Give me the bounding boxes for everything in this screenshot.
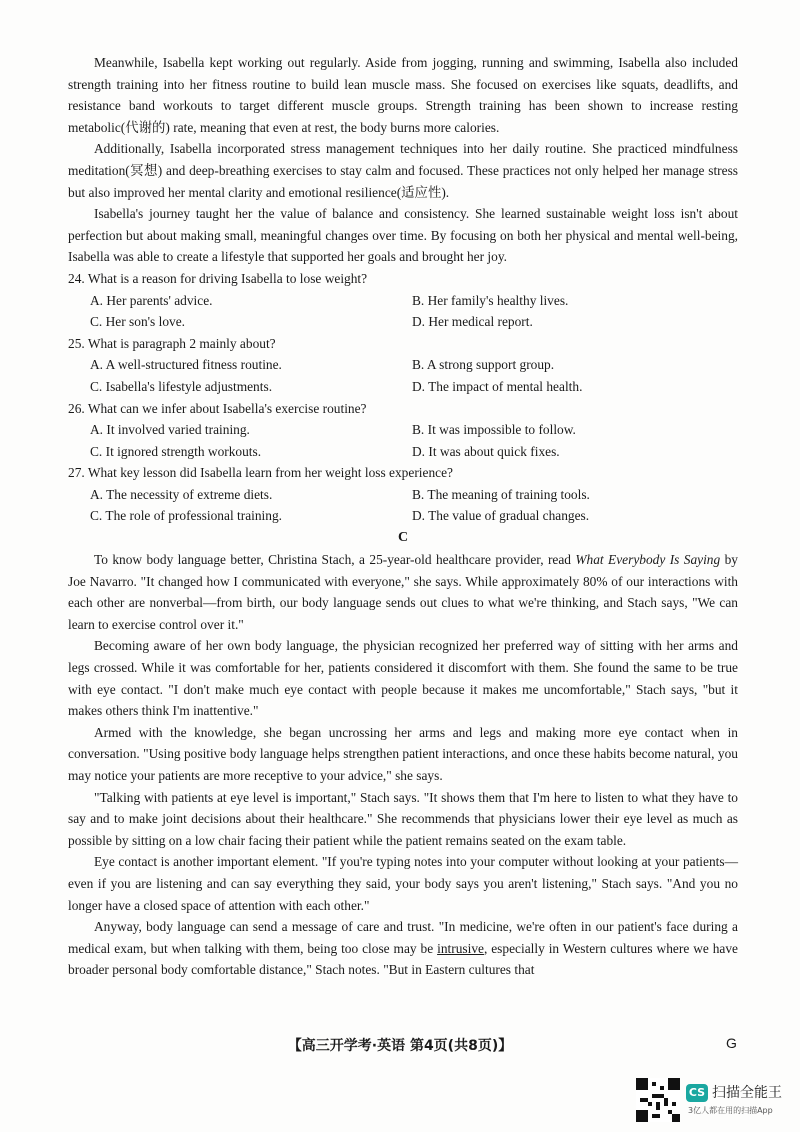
paragraph: Armed with the knowledge, she began uncrossing her arms and legs and making more eye contact when in conversation. "Using positive body language helps strengthen patient interactions, and once these habits become natural, you may notice your patients are more receptive to your advice," she says. — [68, 724, 738, 783]
paragraph: Eye contact is another important element. "If you're typing notes into your computer without looking at your patients—even if you are listening and can say everything they said, your body says you aren't listening," Stach says. "And you no longer have a closed space of attention with each other." — [68, 854, 738, 913]
page-footer: 【高三开学考·英语 第4页(共8页)】 — [287, 1038, 513, 1054]
scanner-tagline: 3亿人都在用的扫描App — [688, 1106, 773, 1115]
text-run: by Joe Navarro. "It changed how I communicated with everyone," she says. While approximately 80% of our interactions with each other are nonverbal—from birth, our body language sends out clues to what we're thinking, and Stach says, "We can learn to exercise control over it." — [68, 552, 738, 632]
paragraph: Additionally, Isabella incorporated stress management techniques into her daily routine. She practiced mindfulness meditation(冥想) and deep-breathing exercises to stay calm and focused. These practices not only helped her manage stress but also improved her mental clarity and emotional resilience(适应性). — [68, 141, 738, 200]
question-stem: 27. What key lesson did Isabella learn from her weight loss experience? — [68, 465, 453, 481]
option-a: A. Her parents' advice. — [90, 292, 213, 308]
option-b: B. The meaning of training tools. — [412, 486, 590, 502]
option-d: D. It was about quick fixes. — [412, 443, 560, 459]
option-a: A. The necessity of extreme diets. — [90, 486, 273, 502]
qr-code-icon — [636, 1078, 680, 1122]
option-c: C. It ignored strength workouts. — [90, 443, 262, 459]
question-24 — [68, 268, 738, 333]
version-code: G — [726, 1035, 737, 1051]
text-run: To know body language better, Christina Stach, a 25-year-old healthcare provider, read — [94, 552, 576, 568]
option-c: C. Isabella's lifestyle adjustments. — [90, 378, 273, 394]
question-25 — [68, 333, 738, 398]
camscanner-logo: CS — [686, 1084, 708, 1102]
question-stem: 26. What can we infer about Isabella's exercise routine? — [68, 400, 367, 416]
question-stem: 25. What is paragraph 2 mainly about? — [68, 335, 276, 351]
paragraph: "Talking with patients at eye level is important," Stach says. "It shows them that I'm here to listen to what they have to say and to make joint decisions about their healthcare." She recommends that physicians lower their eye level as much as possible by sitting on a low chair facing their patient while the patient remains seated on the exam table. — [68, 789, 738, 848]
paragraph — [68, 916, 738, 981]
paragraph: Becoming aware of her own body language, the physician recognized her preferred way of sitting with her arms and legs crossed. While it was comfortable for her, patients considered it discomfort with them. She found the same to be true with eye contact. "I don't make much eye contact with people because it makes me uncomfortable," Stach says, "but it makes others think I'm inattentive." — [68, 638, 738, 719]
paragraph — [68, 549, 738, 635]
option-b: B. Her family's healthy lives. — [412, 292, 569, 308]
option-c: C. The role of professional training. — [90, 508, 283, 524]
text-run: , especially in Western cultures where we have broader personal body comfortable distance," Stach notes. "But in Eastern cultures that — [68, 940, 739, 978]
paragraph: Meanwhile, Isabella kept working out regularly. Aside from jogging, running and swimming, Isabella also included strength training into her fitness routine to build lean muscle mass. She focused on exercises like squats, deadlifts, and resistance band workouts to target different muscle groups. Strength training has been shown to increase resting metabolic(代谢的) rate, meaning that even at rest, the body burns more calories. — [68, 55, 738, 135]
option-b: B. It was impossible to follow. — [412, 422, 576, 438]
option-d: D. Her medical report. — [412, 314, 533, 330]
option-a: A. A well-structured fitness routine. — [90, 357, 282, 373]
exam-page — [68, 52, 738, 981]
option-d: D. The value of gradual changes. — [412, 508, 590, 524]
question-stem: 24. What is a reason for driving Isabella to lose weight? — [68, 270, 368, 286]
question-26 — [68, 398, 738, 463]
option-c: C. Her son's love. — [90, 314, 186, 330]
option-b: B. A strong support group. — [412, 357, 555, 373]
book-title: What Everybody Is Saying — [575, 552, 721, 568]
section-heading: C — [397, 530, 409, 546]
option-a: A. It involved varied training. — [90, 422, 250, 438]
option-d: D. The impact of mental health. — [412, 378, 583, 394]
question-27 — [68, 462, 738, 527]
text-run: Anyway, body language can send a message of care and trust. "In medicine, we're often in our patient's face during a medical exam, but when talking with them, being too close may be — [68, 919, 738, 956]
underlined-word: intrusive — [437, 940, 484, 956]
scanner-app-name: 扫描全能王 — [712, 1085, 782, 1101]
scanner-watermark — [636, 1078, 796, 1122]
paragraph: Isabella's journey taught her the value of balance and consistency. She learned sustainable weight loss isn't about perfection but about making small, meaningful changes over time. By focusing on both her physical and mental well-being, Isabella was able to create a lifestyle that supported her goals and brought her joy. — [68, 206, 738, 265]
